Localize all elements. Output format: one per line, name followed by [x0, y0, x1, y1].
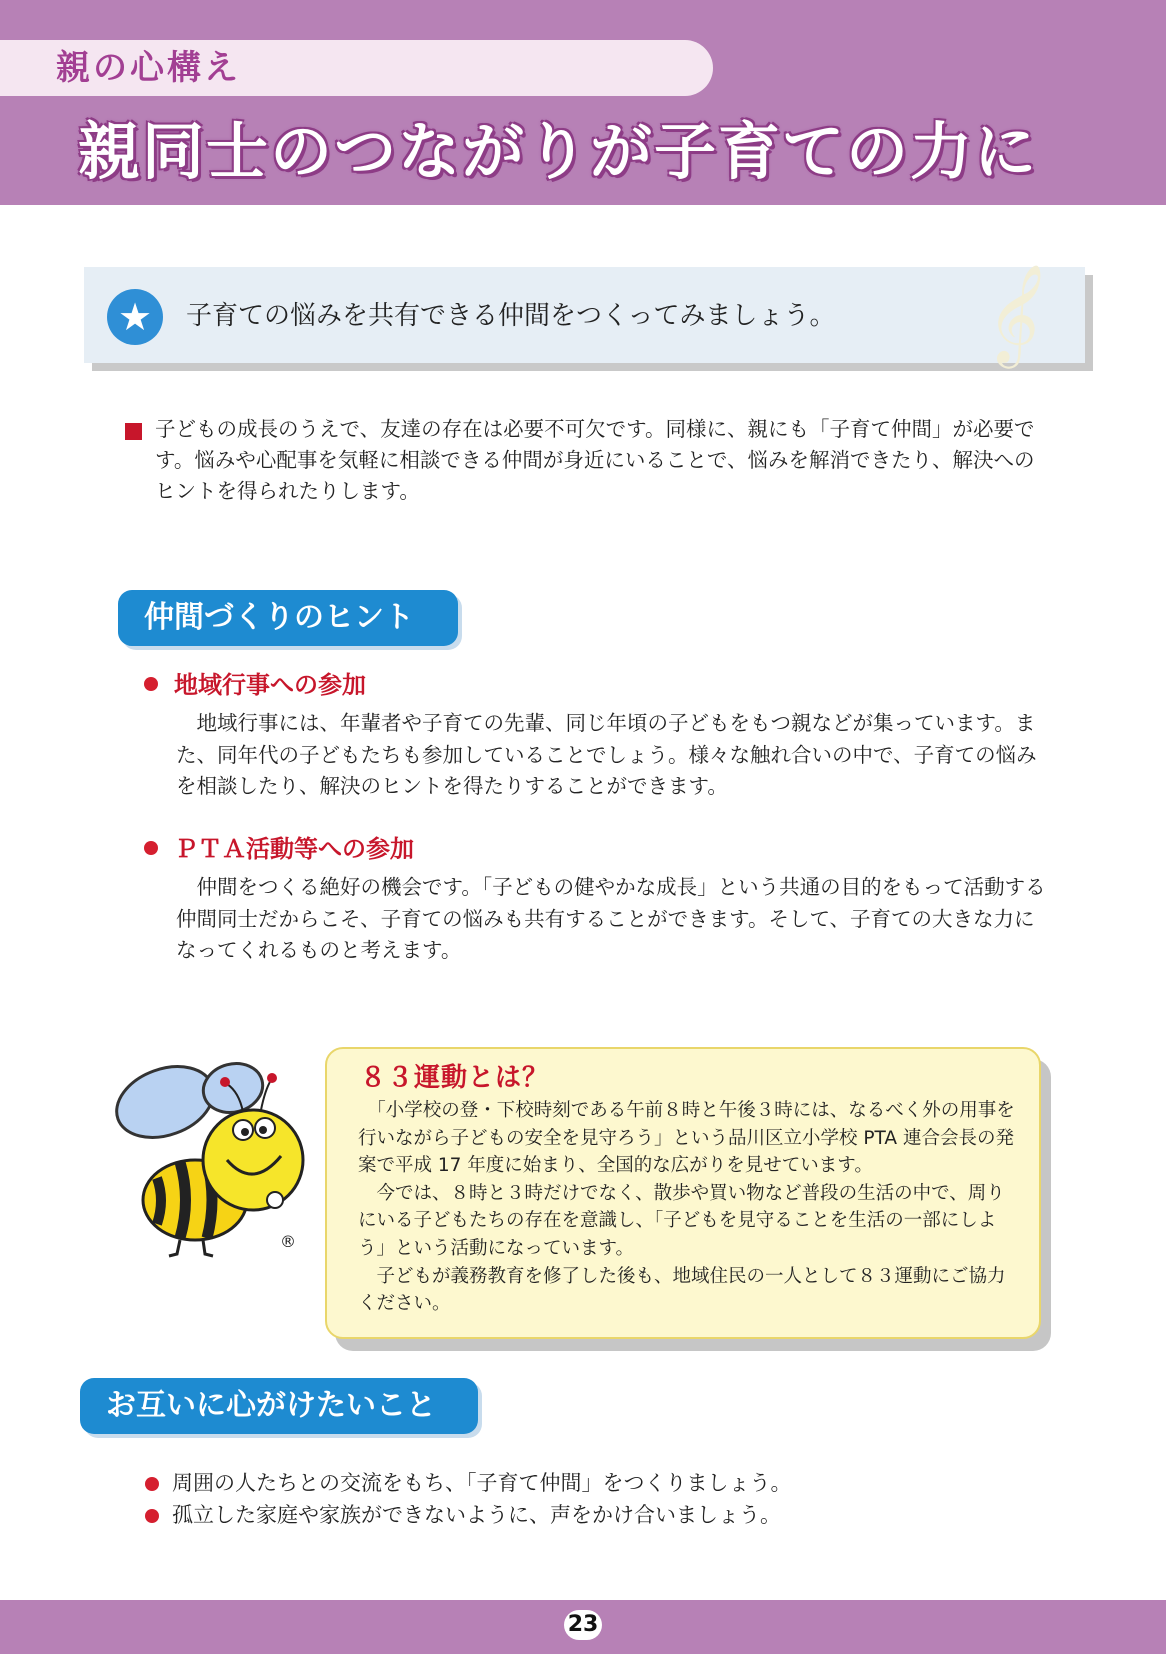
- hint-title: 地域行事への参加: [174, 671, 366, 699]
- square-bullet-icon: [125, 423, 142, 440]
- header-subtitle: 親の心構え: [56, 48, 241, 88]
- callout-paragraph: 「小学校の登・下校時刻である午前８時と午後３時には、なるべく外の用事を行いながら子どもの安全を見守ろう」という品川区立小学校 PTA 連合会長の発案で平成 17 年度に始まり、全国的な広がりを見せています。: [358, 1100, 1015, 1177]
- page-title: 親同士のつながりが子育ての力に: [78, 115, 1039, 188]
- star-icon: ★: [107, 289, 163, 345]
- bee-illustration: [95, 1050, 315, 1260]
- page-number: 23: [564, 1610, 602, 1640]
- red-bullet-icon: [144, 841, 158, 855]
- list-item: 周囲の人たちとの交流をもち、「子育て仲間」をつくりましょう。: [172, 1471, 792, 1495]
- bee-mascot: [95, 1050, 315, 1260]
- intro-headline: 子育ての悩みを共有できる仲間をつくってみましょう。: [186, 301, 836, 331]
- hint-title: ＰＴＡ活動等への参加: [174, 835, 414, 863]
- red-bullet-icon: [144, 677, 158, 691]
- callout-body: [358, 1097, 1018, 1318]
- intro-paragraph: 子どもの成長のうえで、友達の存在は必要不可欠です。同様に、親にも「子育て仲間」が必要です。悩みや心配事を気軽に相談できる仲間が身近にいることで、悩みを解消できたり、解決へのヒントを得られたりします。: [155, 417, 1035, 503]
- treble-clef-icon: 𝄞: [977, 254, 1057, 371]
- callout-paragraph: 子どもが義務教育を修了した後も、地域住民の一人として８３運動にご協力ください。: [358, 1265, 1006, 1315]
- section-heading-hints: 仲間づくりのヒント: [118, 590, 458, 646]
- red-bullet-icon: [145, 1477, 159, 1491]
- list-item: 孤立した家庭や家族ができないように、声をかけ合いましょう。: [172, 1503, 781, 1527]
- registered-mark: ®: [280, 1232, 296, 1251]
- hint-body: 地域行事には、年輩者や子育ての先輩、同じ年頃の子どもをもつ親などが集っています。また、同年代の子どもたちも参加していることでしょう。様々な触れ合いの中で、子育ての悩みを相談したり、解決のヒントを得たりすることができます。: [176, 711, 1037, 798]
- red-bullet-icon: [145, 1509, 159, 1523]
- callout-title: ８３運動とは？: [360, 1063, 550, 1093]
- hint-body: 仲間をつくる絶好の機会です。「子どもの健やかな成長」という共通の目的をもって活動する仲間同士だからこそ、子育ての悩みも共有することができます。そして、子育ての大きな力になってくれるものと考えます。: [176, 875, 1046, 962]
- section-heading-mindset: お互いに心がけたいこと: [80, 1378, 478, 1434]
- callout-paragraph: 今では、８時と３時だけでなく、散歩や買い物など普段の生活の中で、周りにいる子どもたちの存在を意識し、「子どもを見守ることを生活の一部にしよう」という活動になっています。: [358, 1182, 1005, 1259]
